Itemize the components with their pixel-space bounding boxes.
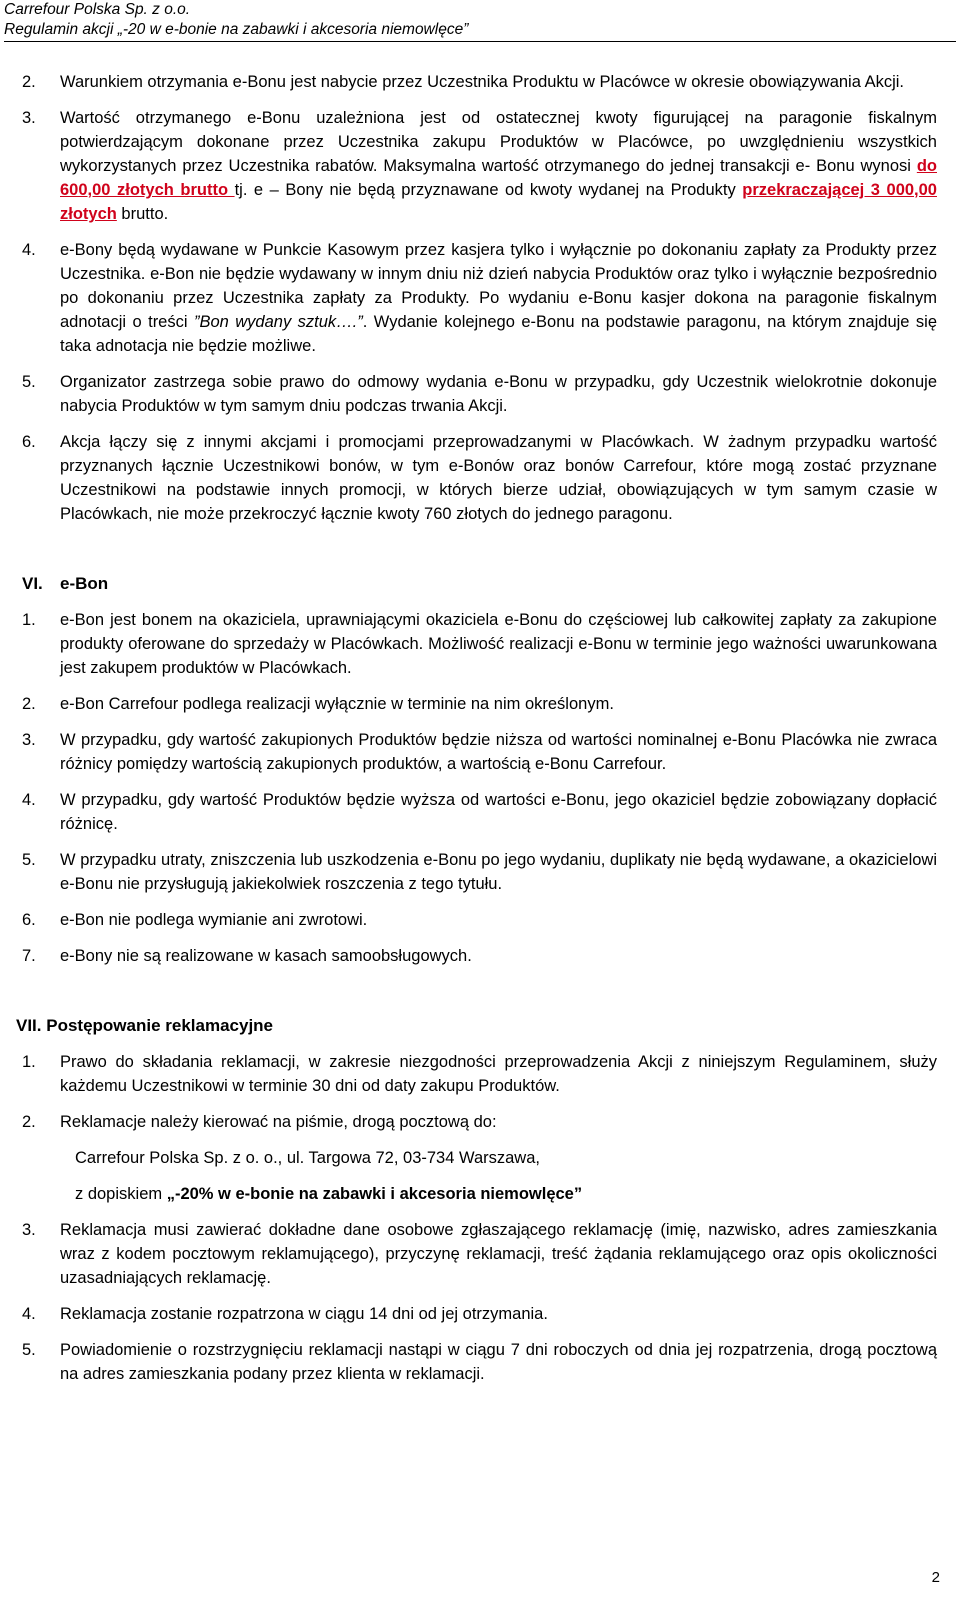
threshold-highlight: przekraczającej 3 000,00 złotych (60, 181, 937, 223)
item-text: Prawo do składania reklamacji, w zakresie niezgodności przeprowadzenia Akcji z niniejszym Regulaminem, służy każdemu Uczestnikowi w terminie 30 dni od daty zakupu Produktów. (60, 1053, 937, 1095)
header-doc-title: Regulamin akcji „-20 w e-bonie na zabawki i akcesoria niemowlęce” (4, 21, 469, 38)
list-item (22, 1110, 937, 1134)
note-prefix: z dopiskiem (75, 1185, 167, 1203)
page-number: 2 (931, 1569, 940, 1586)
list-item (22, 848, 937, 896)
complaint-address: Carrefour Polska Sp. z o. o., ul. Targowa 72, 03-734 Warszawa, (75, 1149, 540, 1167)
item-text: Organizator zastrzega sobie prawo do odmowy wydania e-Bonu w przypadku, gdy Uczestnik wielokrotnie dokonuje nabycia Produktów w tym samym dniu podczas trwania Akcji. (60, 373, 937, 415)
item-text: e-Bon nie podlega wymianie ani zwrotowi. (60, 911, 368, 929)
list-item (22, 106, 937, 226)
item-number: 2. (22, 73, 36, 91)
item-number: 6. (22, 911, 36, 929)
item-number: 4. (22, 241, 36, 259)
item-number: 2. (22, 1113, 36, 1131)
item-number: 7. (22, 947, 36, 965)
section-title: VII. Postępowanie reklamacyjne (16, 1016, 274, 1035)
item-text: Akcja łączy się z innymi akcjami i promocjami przeprowadzanymi w Placówkach. W żadnym przypadku wartość przyznanych łącznie Uczestnikowi bonów, w tym e-Bonów oraz bonów Carrefour, które mogą zostać przyznane Uczestnikowi na podstawie innych promocji, w których bierze udział, obowiązujących w tym samym czasie w Placówkach, nie może przekroczyć łącznie kwoty 760 złotych do jednego paragonu. (60, 433, 937, 523)
item-text (60, 106, 937, 226)
item-number: 5. (22, 851, 36, 869)
list-item (22, 728, 937, 776)
item-number: 4. (22, 1305, 36, 1323)
item-text-part: . Wydanie kolejnego e-Bonu na podstawie paragonu, na którym znajduje się taka adnotacja nie będzie możliwe. (60, 313, 938, 355)
item-text: W przypadku utraty, zniszczenia lub uszkodzenia e-Bonu po jego wydaniu, duplikaty nie będą wydawane, a okazicielowi e-Bonu nie przysługują jakiekolwiek roszczenia z tego tytułu. (60, 851, 937, 893)
item-text-part: tj. e – Bony nie będą przyznawane od kwoty wydanej na Produkty (234, 181, 743, 199)
list-item (22, 1302, 937, 1326)
list-item (22, 1050, 937, 1098)
item-number: 4. (22, 791, 36, 809)
section-heading-vii (16, 1014, 937, 1038)
item-text: Powiadomienie o rozstrzygnięciu reklamacji nastąpi w ciągu 7 dni roboczych od dnia jej rozpatrzenia, drogą pocztową na adres zamieszkania podany przez klienta w reklamacji. (60, 1341, 937, 1383)
item-number: 1. (22, 1053, 36, 1071)
item-text: e-Bony nie są realizowane w kasach samoobsługowych. (60, 947, 472, 965)
section-number: VI. (22, 574, 43, 593)
annotation-quote: ”Bon wydany sztuk….” (193, 313, 363, 331)
item-number: 3. (22, 109, 36, 127)
header-company: Carrefour Polska Sp. z o.o. (4, 1, 191, 18)
section-title: e-Bon (60, 574, 109, 593)
item-number: 5. (22, 373, 36, 391)
item-number: 1. (22, 611, 36, 629)
item-number: 5. (22, 1341, 36, 1359)
item-text: Warunkiem otrzymania e-Bonu jest nabycie przez Uczestnika Produktu w Placówce w okresie obowiązywania Akcji. (60, 73, 904, 91)
list-item (22, 944, 937, 968)
item-text: W przypadku, gdy wartość zakupionych Produktów będzie niższa od wartości nominalnej e-Bonu Placówka nie zwraca różnicy pomiędzy wartością zakupionych produktów, a wartością e-Bonu Carrefour. (60, 731, 937, 773)
item-number: 3. (22, 731, 36, 749)
item-number: 3. (22, 1221, 36, 1239)
list-item (22, 1218, 937, 1290)
item-text-part: e-Bony będą wydawane w Punkcie Kasowym przez kasjera tylko i wyłącznie po dokonaniu zapłaty za Produkty przez Uczestnika. e-Bon nie będzie wydawany w innym dniu niż dzień nabycia Produktów oraz tylko i wyłącznie bezpośrednio po dokonaniu przez Uczestnika zapłaty za Produkty. Po wydaniu e-Bonu kasjer dokona na paragonie fiskalnym adnotacji o treści (60, 241, 937, 331)
list-item (22, 608, 937, 680)
item-number: 6. (22, 433, 36, 451)
item-text (60, 238, 937, 358)
item-text: e-Bon jest bonem na okaziciela, uprawniającymi okaziciela e-Bonu do częściowej lub całkowitej zapłaty za zakupione produkty oferowane do sprzedaży w Placówkach. Możliwość realizacji e-Bonu w terminie jego ważności uwarunkowana jest zakupem produktów w Placówkach. (60, 611, 937, 677)
item-text: e-Bon Carrefour podlega realizacji wyłącznie w terminie na nim określonym. (60, 695, 614, 713)
document-body (16, 70, 938, 1398)
item-text: Reklamacje należy kierować na piśmie, drogą pocztową do: (60, 1113, 497, 1131)
item-text-part: brutto. (116, 205, 169, 223)
list-item (22, 370, 937, 418)
page-header (4, 0, 956, 42)
item-text: Reklamacja musi zawierać dokładne dane osobowe zgłaszającego reklamację (imię, nazwisko, adres zamieszkania wraz z kodem pocztowym reklamującego), przyczynę reklamacji, treść żądania reklamującego oraz opis okoliczności uzasadniających reklamację. (60, 1221, 937, 1287)
item-text: Reklamacja zostanie rozpatrzona w ciągu 14 dni od jej otrzymania. (60, 1305, 548, 1323)
list-item (22, 430, 937, 526)
complaint-note (75, 1182, 937, 1206)
list-item (22, 788, 937, 836)
list-item (22, 692, 937, 716)
list-item (22, 70, 937, 94)
note-campaign-name: „-20% w e-bonie na zabawki i akcesoria niemowlęce” (166, 1185, 583, 1203)
list-item (22, 238, 937, 358)
item-number: 2. (22, 695, 36, 713)
item-text-part: Wartość otrzymanego e-Bonu uzależniona jest od ostatecznej kwoty figurującej na paragonie fiskalnym potwierdzającym dokonane przez Uczestnika zakupu Produktów w Placówce, po uwzględnieniu wszystkich wykorzystanych przez Uczestnika rabatów. Maksymalna wartość otrzymanego do jednej transakcji e- Bonu wynosi (60, 109, 937, 175)
list-item (22, 1338, 937, 1386)
list-item (22, 908, 937, 932)
max-value-highlight: do 600,00 złotych brutto (60, 157, 937, 199)
section-heading-vi (22, 572, 937, 596)
item-text: W przypadku, gdy wartość Produktów będzie wyższa od wartości e-Bonu, jego okaziciel będzie zobowiązany dopłacić różnicę. (60, 791, 937, 833)
